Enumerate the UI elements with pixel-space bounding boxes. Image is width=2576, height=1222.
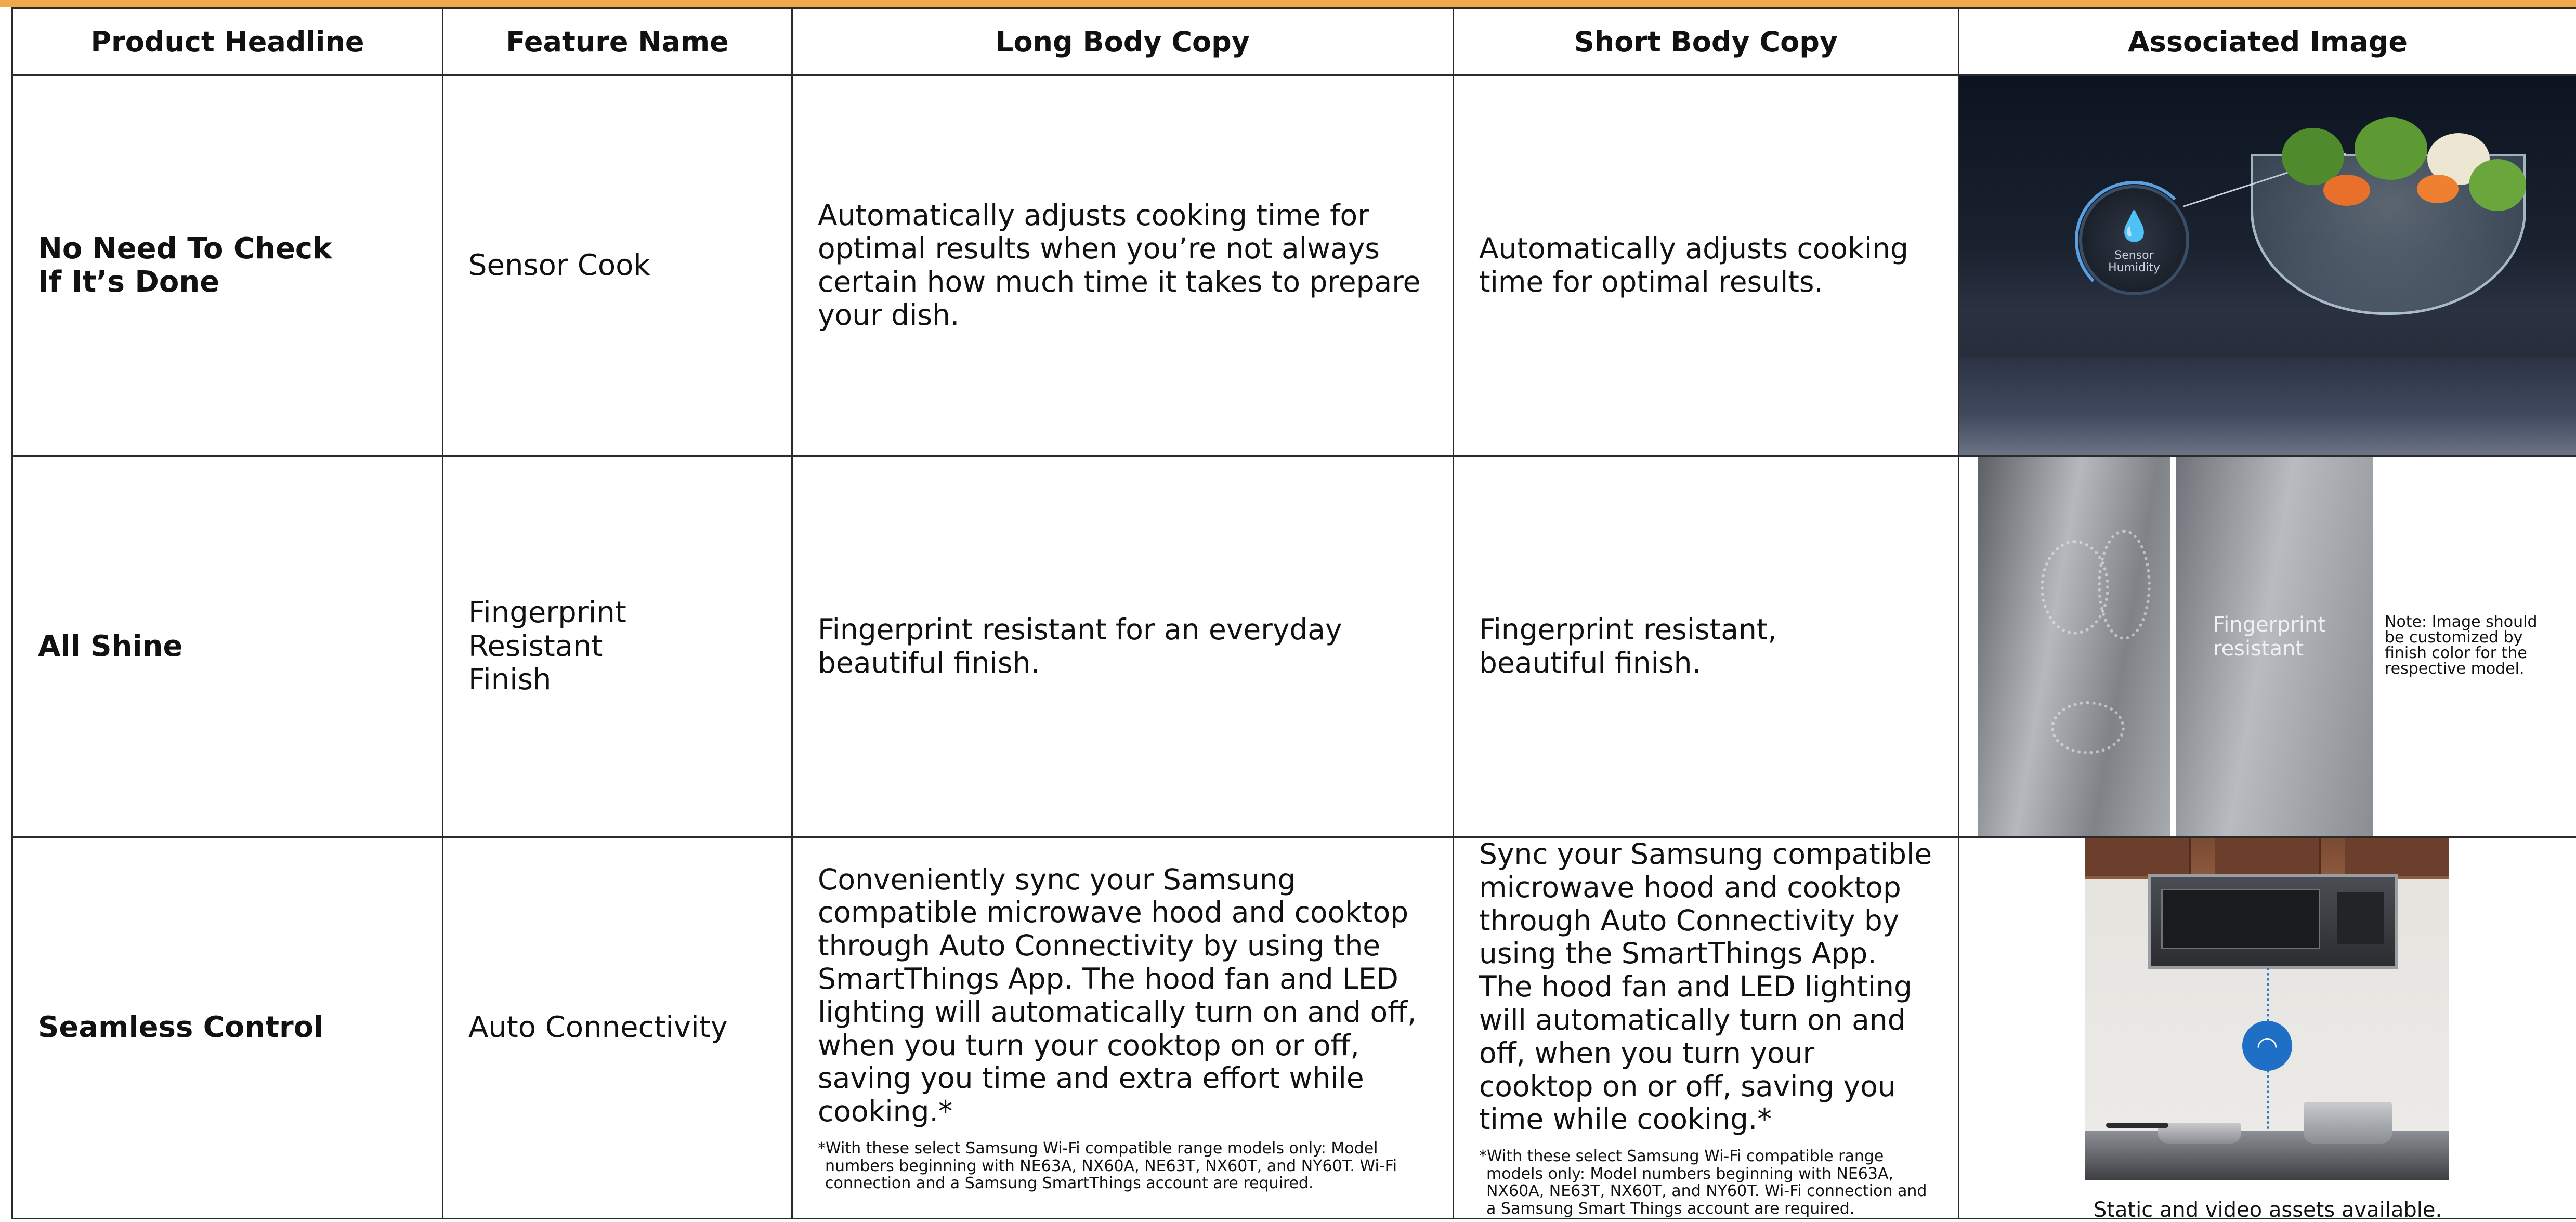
product-headline: Seamless Control [38, 1011, 417, 1044]
product-headline-cell [12, 75, 443, 456]
short-body-copy: Fingerprint resistant, beautiful finish. [1479, 613, 1933, 680]
feature-name: Sensor Cook [468, 249, 766, 282]
product-headline: All Shine [38, 630, 417, 663]
top-accent-bar [0, 0, 2576, 7]
wifi-icon: ◠ [2242, 1021, 2292, 1071]
clean-steel-panel: Fingerprint resistant [2176, 457, 2373, 836]
long-body-copy: Automatically adjusts cooking time for optimal results when you’re not always certain how much time it takes to prepare your dish. [818, 199, 1428, 332]
short-body-cell [1454, 837, 1959, 1219]
short-body-cell [1454, 75, 1959, 456]
long-body-copy: Conveniently sync your Samsung compatible microwave hood and cooktop through Auto Connectivity by using the SmartThings App. The hood fan and LED lighting will automatically turn on and off, when you turn your cooktop on or off, saving you time and extra effort while cooking.* [818, 863, 1428, 1128]
long-body-copy: Fingerprint resistant for an everyday beautiful finish. [818, 613, 1428, 680]
table-row [12, 75, 2576, 456]
cooktop-range [2085, 1131, 2449, 1180]
col-header-short-body-copy: Short Body Copy [1454, 8, 1959, 75]
col-header-long-body-copy: Long Body Copy [792, 8, 1454, 75]
feature-name-cell [443, 837, 792, 1219]
long-body-cell [792, 456, 1454, 837]
associated-image-cell [1959, 75, 2576, 456]
col-header-product-headline: Product Headline [12, 8, 443, 75]
carrot [2417, 175, 2459, 203]
image-note: Note: Image should be customized by finish color for the respective model. [2385, 614, 2551, 677]
water-drop-icon: 💧 [2082, 209, 2186, 243]
product-headline: No Need To Check If It’s Done [38, 232, 417, 299]
fingerprint-resistant-image [1959, 457, 2576, 836]
sensor-humidity-badge: 💧 Sensor Humidity [2079, 185, 2189, 295]
short-body-footnote: *With these select Samsung Wi-Fi compatible range models only: Model numbers beginning with NE63A, NX60A, NE63T, NX60T, and NY60T. Wi-Fi connection and a Samsung Smart Things account are required. [1479, 1148, 1933, 1217]
long-body-footnote: *With these select Samsung Wi-Fi compatible range models only: Model numbers beginning with NE63A, NX60A, NE63T, NX60T, and NY60T. Wi-Fi connection and a Samsung SmartThings account are required. [818, 1140, 1428, 1192]
microwave-hood [2148, 874, 2398, 969]
header-row [12, 8, 2576, 75]
carrot [2323, 175, 2370, 206]
frying-pan [2158, 1123, 2241, 1144]
product-headline-cell [12, 456, 443, 837]
long-body-cell [792, 75, 1454, 456]
short-body-cell [1454, 456, 1959, 837]
image-caption: Static and video assets available. [1959, 1198, 2576, 1222]
associated-image-cell [1959, 837, 2576, 1219]
col-header-feature-name: Feature Name [443, 8, 792, 75]
feature-name-cell [443, 456, 792, 837]
feature-name: Fingerprint Resistant Finish [468, 596, 766, 697]
feature-name-cell [443, 75, 792, 456]
associated-image-cell [1959, 456, 2576, 837]
sensor-cook-image [1959, 76, 2576, 455]
col-header-associated-image: Associated Image [1959, 8, 2576, 75]
product-headline-cell [12, 837, 443, 1219]
long-body-cell [792, 837, 1454, 1219]
broccoli [2355, 117, 2427, 180]
table-row [12, 456, 2576, 837]
microwave-floor [1959, 357, 2576, 455]
short-body-copy: Sync your Samsung compatible microwave hood and cooktop through Auto Connectivity by using the SmartThings App. The hood fan and LED lighting will automatically turn on and off, when you turn your cooktop on or off, saving you time while cooking.* [1479, 838, 1933, 1136]
smudged-steel-panel [1978, 457, 2170, 836]
auto-connectivity-image [2085, 838, 2449, 1180]
table-row [12, 837, 2576, 1219]
feature-name: Auto Connectivity [468, 1011, 766, 1044]
cooking-pot [2304, 1102, 2392, 1144]
copy-deck-table [11, 7, 2576, 1219]
short-body-copy: Automatically adjusts cooking time for optimal results. [1479, 232, 1933, 299]
broccoli [2469, 159, 2526, 211]
